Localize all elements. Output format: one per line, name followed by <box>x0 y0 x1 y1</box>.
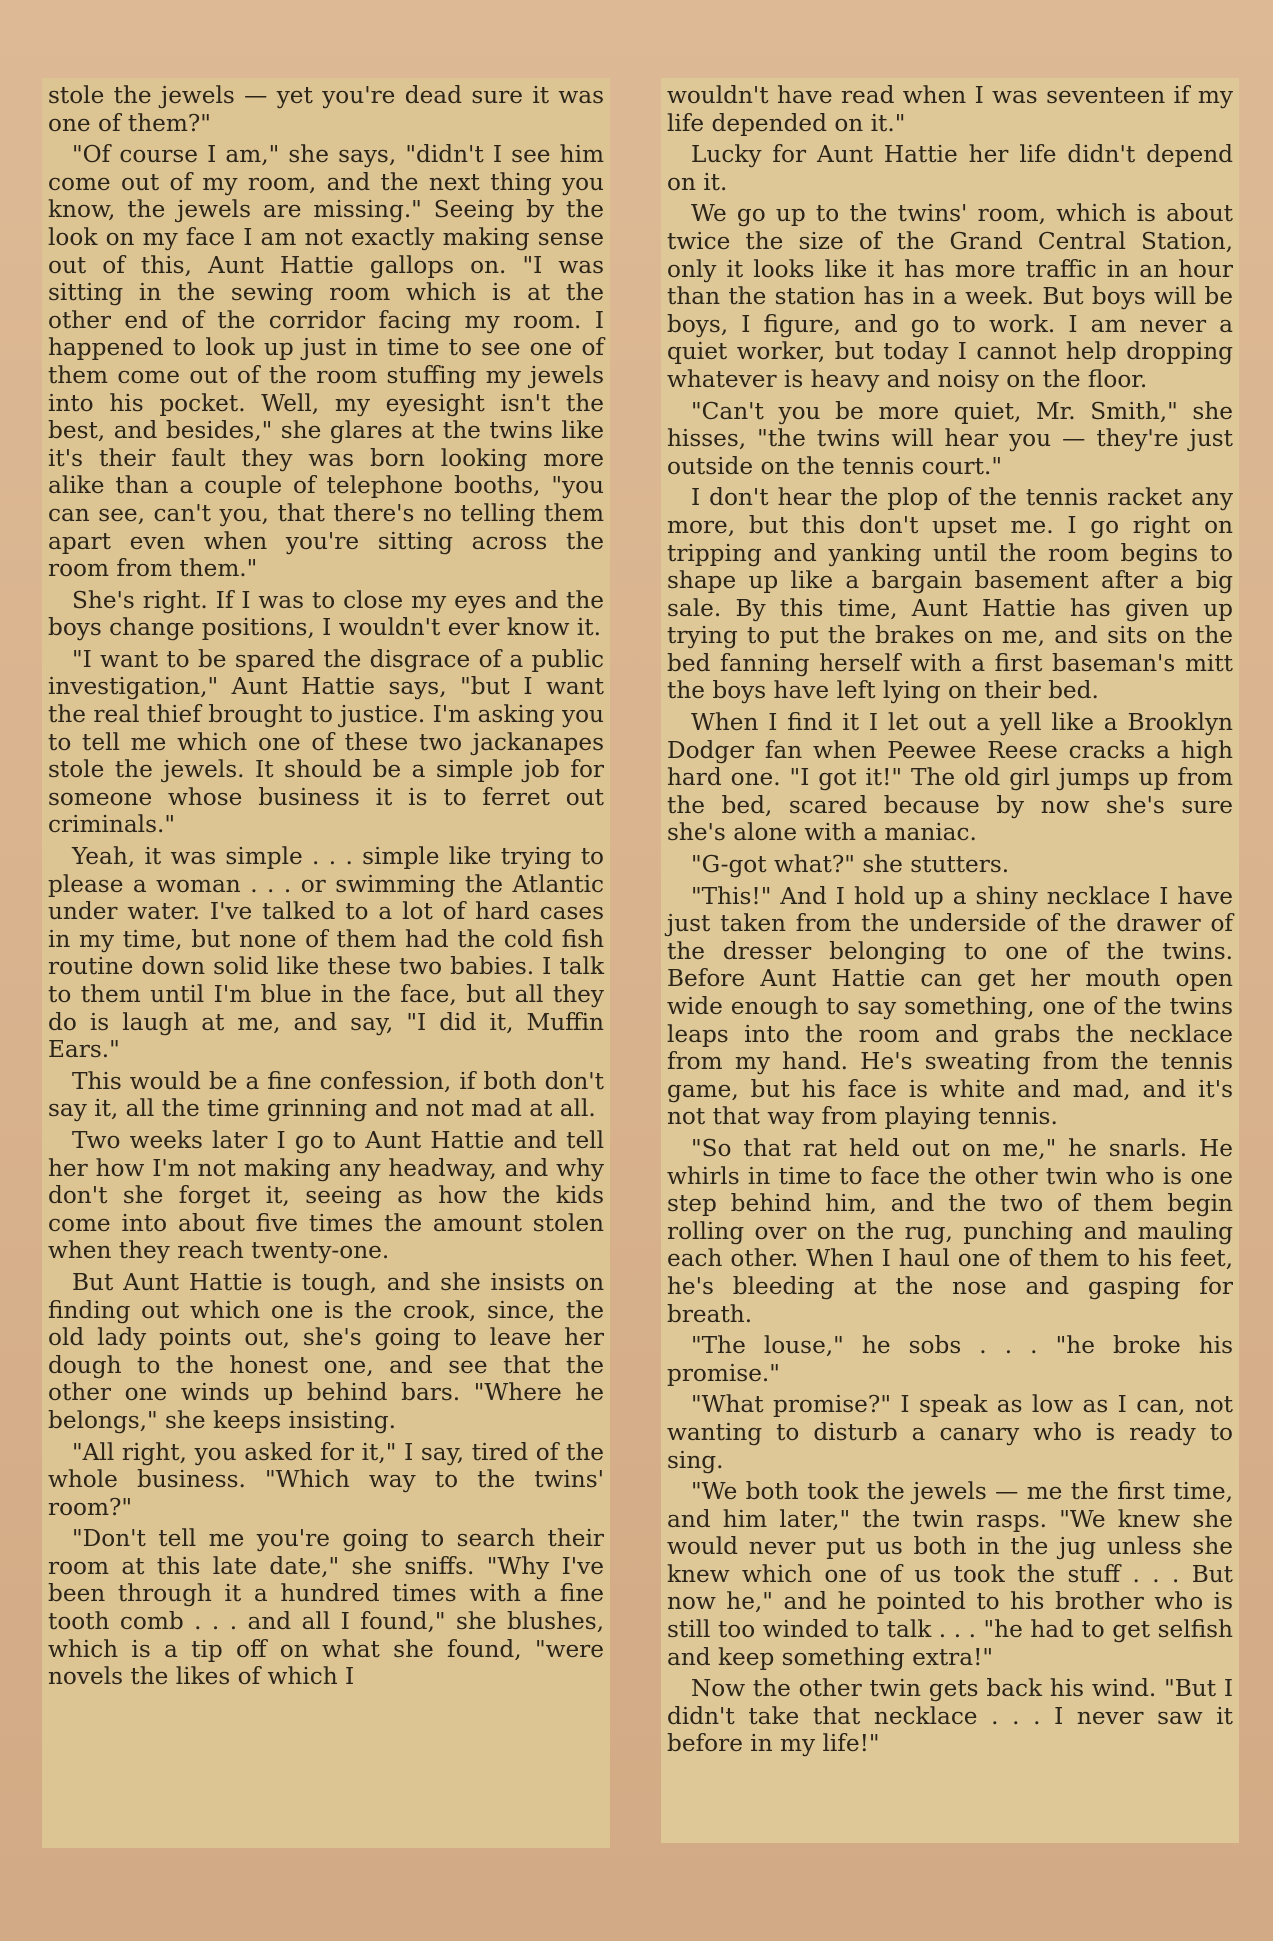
left-text-column <box>42 78 610 1848</box>
paragraph: "Can't you be more quiet, Mr. Smith," she hisses, "the twins will hear you — they're just outside on the tennis court." <box>667 397 1233 480</box>
paragraph: But Aunt Hattie is tough, and she insists on finding out which one is the crook, since, the old lady points out, she's going to leave her dough to the honest one, and see that the other one winds up behind bars. "Where he belongs," she keeps insisting. <box>48 1268 604 1434</box>
paragraph: wouldn't have read when I was seventeen if my life depended on it." <box>667 82 1233 137</box>
paragraph: "This!" And I hold up a shiny necklace I have just taken from the underside of the drawer of the dresser belonging to one of the twins. Before Aunt Hattie can get her mouth open wide enough to say something, one of the twins leaps into the room and grabs the necklace from my hand. He's sweating from the tennis game, but his face is white and mad, and it's not that way from playing tennis. <box>667 882 1233 1131</box>
paragraph: She's right. If I was to close my eyes and the boys change positions, I wouldn't ever know it. <box>48 586 604 642</box>
paragraph: "All right, you asked for it," I say, tired of the whole business. "Which way to the twins' room?" <box>48 1438 604 1521</box>
right-text-column <box>661 78 1239 1843</box>
paragraph: Lucky for Aunt Hattie her life didn't depend on it. <box>667 141 1233 196</box>
paragraph: "Don't tell me you're going to search their room at this late date," she sniffs. "Why I've been through it a hundred times with a fine tooth comb . . . and all I found," she blushes, which is a tip off on what she found, "were novels the likes of which I <box>48 1525 604 1691</box>
paragraph: "I want to be spared the disgrace of a public investigation," Aunt Hattie says, "but I want the real thief brought to justice. I'm asking you to tell me which one of these two jackanapes stole the jewels. It should be a simple job for someone whose business it is to ferret out criminals." <box>48 645 604 839</box>
paragraph: When I find it I let out a yell like a Brooklyn Dodger fan when Peewee Reese cracks a high hard one. "I got it!" The old girl jumps up from the bed, scared because by now she's sure she's alone with a maniac. <box>667 709 1233 847</box>
paragraph: Now the other twin gets back his wind. "But I didn't take that necklace . . . I never saw it before in my life!" <box>667 1675 1233 1758</box>
paragraph: "Of course I am," she says, "didn't I see him come out of my room, and the next thing you know, the jewels are missing." Seeing by the look on my face I am not exactly making sense out of this, Aunt Hattie gallops on. "I was sitting in the sewing room which is at the other end of the corridor facing my room. I happened to look up just in time to see one of them come out of the room stuffing my jewels into his pocket. Well, my eyesight isn't the best, and besides," she glares at the twins like it's their fault they was born looking more alike than a couple of telephone booths, "you can see, can't you, that there's no telling them apart even when you're sitting across the room from them." <box>48 141 604 583</box>
paragraph: "So that rat held out on me," he snarls. He whirls in time to face the other twin who is one step behind him, and the two of them begin rolling over on the rug, punching and mauling each other. When I haul one of them to his feet, he's bleeding at the nose and gasping for breath. <box>667 1134 1233 1328</box>
paragraph: "The louse," he sobs . . . "he broke his promise." <box>667 1332 1233 1387</box>
paragraph: I don't hear the plop of the tennis racket any more, but this don't upset me. I go right on tripping and yanking until the room begins to shape up like a bargain basement after a big sale. By this time, Aunt Hattie has given up trying to put the brakes on me, and sits on the bed fanning herself with a first baseman's mitt the boys have left lying on their bed. <box>667 484 1233 705</box>
paragraph: We go up to the twins' room, which is about twice the size of the Grand Central Station, only it looks like it has more traffic in an hour than the station has in a week. But boys will be boys, I figure, and go to work. I am never a quiet worker, but today I cannot help dropping whatever is heavy and noisy on the floor. <box>667 200 1233 393</box>
paragraph: stole the jewels — yet you're dead sure it was one of them?" <box>48 82 604 137</box>
paragraph: Yeah, it was simple . . . simple like trying to please a woman . . . or swimming the Atlantic under water. I've talked to a lot of hard cases in my time, but none of them had the cold fish routine down solid like these two babies. I talk to them until I'm blue in the face, but all they do is laugh at me, and say, "I did it, Muffin Ears." <box>48 843 604 1064</box>
paragraph: This would be a fine confession, if both don't say it, all the time grinning and not mad at all. <box>48 1067 604 1123</box>
paragraph: Two weeks later I go to Aunt Hattie and tell her how I'm not making any headway, and why don't she forget it, seeing as how the kids come into about five times the amount stolen when they reach twenty-one. <box>48 1126 604 1265</box>
paragraph: "G-got what?" she stutters. <box>691 851 1010 879</box>
paragraph: "What promise?" I speak as low as I can, not wanting to disturb a canary who is ready to sing. <box>667 1391 1233 1474</box>
paragraph: "We both took the jewels — me the first time, and him later," the twin rasps. "We knew she would never put us both in the jug unless she knew which one of us took the stuff . . . But now he," and he pointed to his brother who is still too winded to talk . . . "he had to get selfish and keep something extra!" <box>667 1478 1233 1671</box>
